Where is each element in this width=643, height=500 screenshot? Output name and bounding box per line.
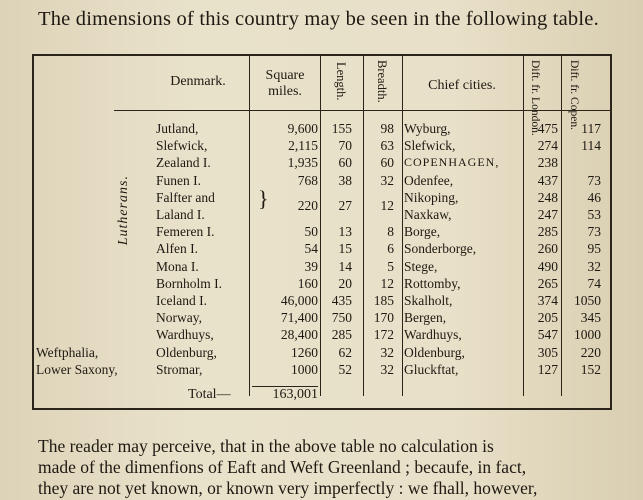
cell-lon: 374 [537, 293, 558, 308]
cell-city: Skalholt, [404, 293, 453, 308]
cell-len: 15 [338, 241, 352, 257]
col-rule-cop [561, 56, 562, 396]
cell-cop: 32 [587, 258, 601, 274]
cell-len: 155 [331, 121, 352, 136]
cell-city: Wardhuys, [404, 327, 462, 343]
cell-sq: 1000 [291, 361, 318, 377]
cell-city: Odenfee, [404, 172, 454, 188]
cell-city: Naxkaw, [404, 207, 452, 222]
cell-br: 63 [380, 138, 394, 154]
cell-br: 170 [373, 310, 394, 326]
cell-city: Wyburg, [404, 121, 451, 136]
cell-city: Gluckftat, [404, 361, 459, 377]
cell-br: 12 [380, 275, 394, 291]
cell-br: 60 [380, 155, 394, 171]
cell-len: 52 [338, 361, 352, 377]
cell-sq: 50 [304, 224, 318, 240]
cell-city: Bergen, [404, 310, 447, 326]
cell-city: Borge, [404, 224, 441, 240]
cell-city: COPENHAGEN, [404, 155, 500, 170]
cell-lon: 547 [537, 327, 558, 343]
cell-sq: 1260 [291, 344, 318, 360]
cell-cop: 46 [587, 189, 601, 205]
cell-city: Nikoping, [404, 189, 459, 205]
total-value: 163,001 [272, 387, 318, 402]
cell-region: Weftphalia, [36, 344, 99, 360]
cell-sq: 39 [304, 258, 318, 274]
cell-falster-laland-len: 27 [338, 198, 352, 214]
cell-br: 32 [380, 344, 394, 360]
header-dist-london: Dift. fr. London. [529, 60, 541, 136]
cell-falster-laland-sq: 220 [297, 198, 318, 214]
cell-len: 60 [338, 155, 352, 171]
cell-country: Funen I. [156, 172, 201, 188]
cell-cop: 117 [581, 121, 601, 136]
cell-sq: 54 [304, 241, 318, 257]
cell-sq: 71,400 [280, 310, 318, 326]
cell-lon: 260 [537, 241, 558, 257]
cell-len: 13 [338, 224, 352, 240]
cell-country: Bornholm I. [156, 275, 222, 291]
cell-br: 32 [380, 172, 394, 188]
total-label: Total— [188, 387, 231, 402]
cell-br: 185 [373, 293, 394, 308]
cell-len: 435 [331, 293, 352, 308]
paragraph-line-1: The reader may perceive, that in the above table no calculation is [38, 436, 494, 456]
header-country: Denmark. [170, 74, 226, 89]
cell-len: 38 [338, 172, 352, 188]
cell-falster-laland-br: 12 [380, 198, 394, 214]
cell-lon: 285 [537, 224, 558, 240]
cell-len: 62 [338, 344, 352, 360]
cell-br: 98 [380, 121, 394, 136]
cell-country: Iceland I. [156, 293, 207, 308]
cell-sq: 28,400 [280, 327, 318, 343]
religion-label: Lutherans. [116, 175, 131, 246]
brace-falster-laland: } [258, 186, 269, 211]
cell-city: Stege, [404, 258, 438, 274]
cell-len: 20 [338, 275, 352, 291]
cell-city: Rottomby, [404, 275, 461, 291]
cell-lon: 205 [537, 310, 558, 326]
cell-country: Wardhuys, [156, 327, 214, 343]
cell-sq: 1,935 [287, 155, 318, 171]
paragraph-line-2: made of the dimenfions of Eaft and Weft Greenland ; becaufe, in fact, [38, 457, 527, 477]
col-rule-city [402, 56, 403, 396]
cell-sq: 768 [297, 172, 318, 188]
cell-country: Norway, [156, 310, 202, 326]
cell-cop: 1000 [574, 327, 601, 343]
cell-lon: 238 [537, 155, 558, 171]
cell-lon: 490 [537, 258, 558, 274]
cell-sq: 46,000 [280, 293, 318, 308]
cell-country: Falfter and [156, 189, 215, 205]
cell-cop: 152 [580, 361, 601, 377]
cell-region: Lower Saxony, [36, 361, 118, 377]
cell-city: Slefwick, [404, 138, 456, 154]
cell-cop: 74 [587, 275, 601, 291]
header-length: Length. [334, 62, 348, 101]
cell-br: 5 [387, 258, 394, 274]
cell-country: Jutland, [156, 121, 199, 136]
cell-city: Oldenburg, [404, 344, 465, 360]
cell-cop: 345 [580, 310, 601, 326]
cell-cop: 53 [587, 207, 601, 222]
cell-country: Stromar, [156, 361, 203, 377]
header-dist-copen: Dift. fr. Copen. [568, 60, 580, 130]
cell-br: 8 [387, 224, 394, 240]
cell-lon: 127 [537, 361, 558, 377]
cell-sq: 160 [297, 275, 318, 291]
cell-lon: 475 [537, 121, 558, 136]
cell-cop: 73 [587, 224, 601, 240]
cell-lon: 248 [537, 189, 558, 205]
cell-country: Laland I. [156, 207, 205, 222]
cell-country: Slefwick, [156, 138, 208, 154]
cell-len: 70 [338, 138, 352, 154]
cell-sq: 9,600 [287, 121, 318, 136]
cell-br: 32 [380, 361, 394, 377]
header-chief-cities: Chief cities. [428, 78, 496, 93]
cell-country: Femeren I. [156, 224, 215, 240]
header-breadth: Breadth. [375, 60, 389, 103]
cell-lon: 274 [537, 138, 558, 154]
cell-len: 750 [331, 310, 352, 326]
cell-cop: 114 [581, 138, 601, 154]
cell-len: 285 [331, 327, 352, 343]
cell-lon: 247 [537, 207, 558, 222]
cell-cop: 1050 [574, 293, 601, 308]
cell-lon: 305 [537, 344, 558, 360]
table-caption: The dimensions of this country may be seen in the following table. [38, 8, 599, 30]
cell-br: 6 [387, 241, 394, 257]
cell-cop: 73 [587, 172, 601, 188]
cell-cop: 95 [587, 241, 601, 257]
cell-len: 14 [338, 258, 352, 274]
cell-br: 172 [373, 327, 394, 343]
cell-country: Mona I. [156, 258, 199, 274]
cell-lon: 437 [537, 172, 558, 188]
cell-country: Zealand I. [156, 155, 211, 171]
cell-city: Sonderborge, [404, 241, 477, 257]
cell-country: Oldenburg, [156, 344, 217, 360]
cell-lon: 265 [537, 275, 558, 291]
cell-country: Alfen I. [156, 241, 198, 257]
paragraph-line-3: they are not yet known, or known very imperfectly : we fhall, however, [38, 478, 538, 498]
cell-cop: 220 [580, 344, 601, 360]
cell-sq: 2,115 [288, 138, 318, 154]
header-square-miles: Square miles. [265, 68, 305, 99]
